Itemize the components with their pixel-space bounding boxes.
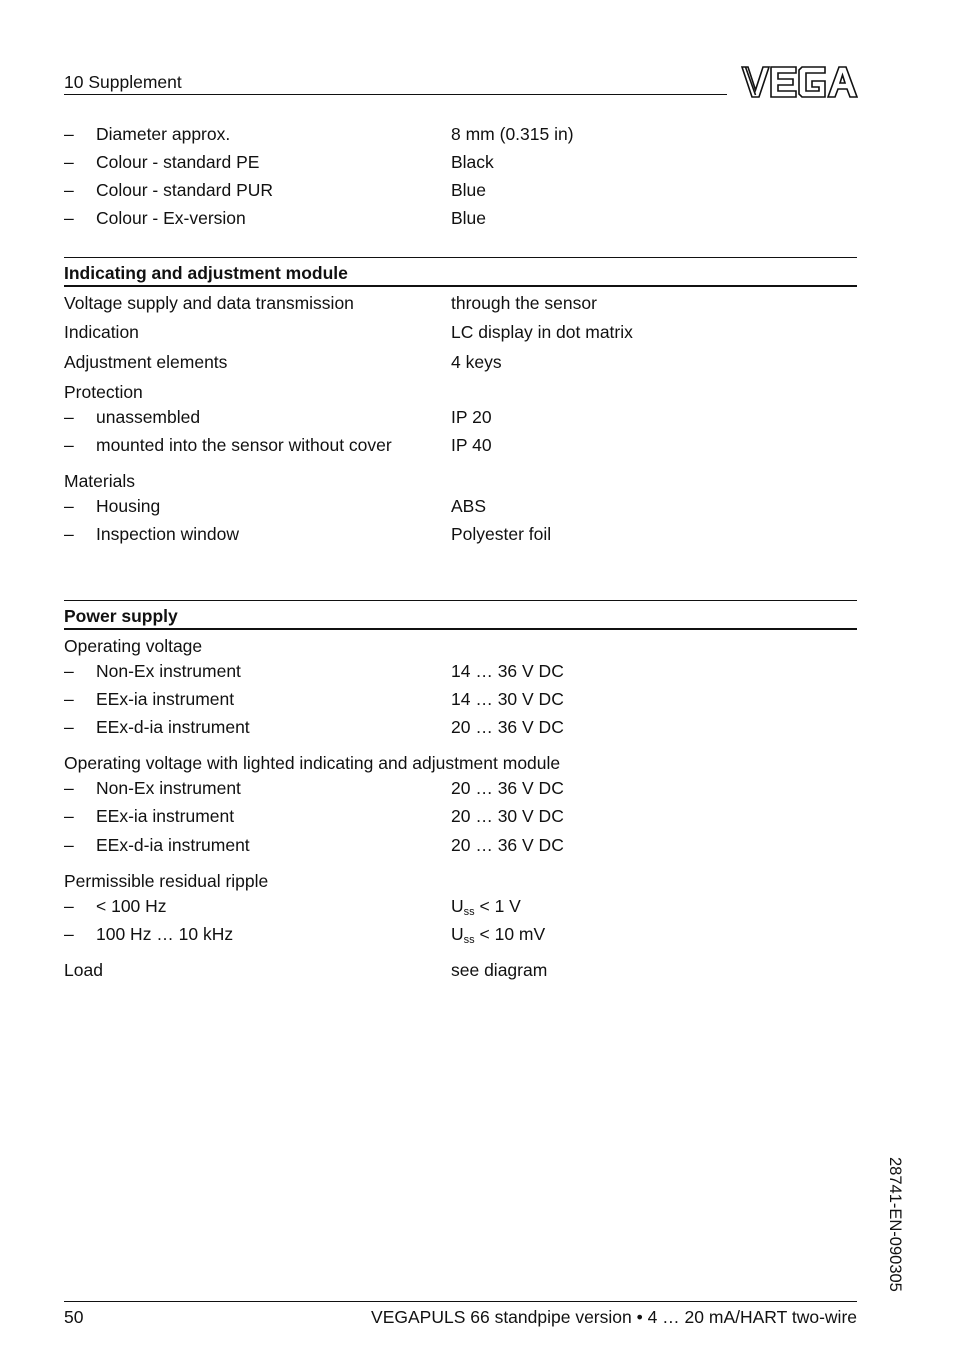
- spec-label: Load: [64, 960, 103, 980]
- spec-value: 20 … 36 V DC: [451, 835, 564, 855]
- list-item: [64, 207, 857, 229]
- spec-value: Blue: [451, 180, 487, 200]
- list-item: [64, 660, 857, 682]
- group-heading: [64, 752, 857, 774]
- spec-label: Permissible residual ripple: [64, 871, 269, 891]
- spec-value: 20 … 30 V DC: [451, 806, 564, 826]
- spec-label: Voltage supply and data transmission: [64, 293, 354, 313]
- spec-value: ABS: [451, 496, 487, 516]
- dash-bullet: –: [64, 689, 74, 709]
- list-item: [64, 716, 857, 738]
- spec-label: Diameter approx.: [96, 124, 231, 144]
- list-item: [64, 959, 857, 981]
- spec-label: Non-Ex instrument: [96, 661, 241, 681]
- spec-value: see diagram: [451, 960, 548, 980]
- dash-bullet: –: [64, 896, 74, 916]
- dash-bullet: –: [64, 152, 74, 172]
- spec-value: 14 … 36 V DC: [451, 661, 564, 681]
- ripple-symbol: U: [451, 896, 464, 916]
- spec-label: Colour - standard PUR: [96, 180, 274, 200]
- spec-label: < 100 Hz: [96, 896, 167, 916]
- dash-bullet: –: [64, 124, 74, 144]
- page-number: 50: [64, 1307, 84, 1327]
- list-item: [64, 292, 857, 314]
- spec-value: [451, 895, 521, 917]
- list-item: [64, 321, 857, 343]
- dash-bullet: –: [64, 661, 74, 681]
- spec-label: unassembled: [96, 407, 201, 427]
- dash-bullet: –: [64, 407, 74, 427]
- section-title-power: Power supply: [64, 606, 178, 626]
- spec-label: EEx-ia instrument: [96, 689, 235, 709]
- dash-bullet: –: [64, 496, 74, 516]
- spec-label: 100 Hz … 10 kHz: [96, 924, 234, 944]
- spec-value: 14 … 30 V DC: [451, 689, 564, 709]
- spec-value: IP 40: [451, 435, 492, 455]
- list-item: [64, 834, 857, 856]
- document-code: 28741-EN-090305: [886, 1157, 904, 1292]
- group-heading: [64, 635, 857, 657]
- spec-label: Non-Ex instrument: [96, 778, 241, 798]
- spec-value: 20 … 36 V DC: [451, 717, 564, 737]
- section-bottom-rule: [64, 628, 857, 630]
- spec-label: EEx-d-ia instrument: [96, 835, 250, 855]
- dash-bullet: –: [64, 835, 74, 855]
- list-item: [64, 495, 857, 517]
- list-item: [64, 123, 857, 145]
- spec-label: EEx-d-ia instrument: [96, 717, 250, 737]
- spec-label: Materials: [64, 471, 135, 491]
- spec-label: Colour - Ex-version: [96, 208, 246, 228]
- ripple-limit: < 1 V: [474, 896, 521, 916]
- header-section: 10 Supplement: [64, 72, 182, 92]
- list-item: [64, 406, 857, 428]
- spec-label: Protection: [64, 382, 143, 402]
- dash-bullet: –: [64, 778, 74, 798]
- group-heading: [64, 870, 857, 892]
- spec-value: Polyester foil: [451, 524, 552, 544]
- header-rule: [64, 94, 727, 95]
- spec-value: 20 … 36 V DC: [451, 778, 564, 798]
- footer-rule: [64, 1301, 857, 1302]
- spec-label: Housing: [96, 496, 161, 516]
- footer-title: VEGAPULS 66 standpipe version • 4 … 20 mA/HART two-wire: [371, 1307, 857, 1327]
- dash-bullet: –: [64, 435, 74, 455]
- spec-value: through the sensor: [451, 293, 597, 313]
- group-heading: [64, 381, 857, 403]
- section-bottom-rule: [64, 285, 857, 287]
- list-item: [64, 777, 857, 799]
- spec-label: Operating voltage with lighted indicating and adjustment module: [64, 753, 561, 773]
- list-item: [64, 688, 857, 710]
- list-item: [64, 923, 857, 945]
- spec-label: Colour - standard PE: [96, 152, 260, 172]
- dash-bullet: –: [64, 180, 74, 200]
- ripple-subscript: ss: [463, 906, 475, 918]
- list-item: [64, 805, 857, 827]
- ripple-symbol: U: [451, 924, 464, 944]
- list-item: [64, 523, 857, 545]
- spec-label: Inspection window: [96, 524, 239, 544]
- spec-label: Operating voltage: [64, 636, 203, 656]
- list-item: [64, 151, 857, 173]
- spec-label: EEx-ia instrument: [96, 806, 235, 826]
- spec-label: Adjustment elements: [64, 352, 228, 372]
- list-item: [64, 895, 857, 917]
- section-title-indicating: Indicating and adjustment module: [64, 263, 348, 283]
- list-item: [64, 434, 857, 456]
- section-top-rule: [64, 600, 857, 601]
- ripple-limit: < 10 mV: [474, 924, 546, 944]
- spec-value: [451, 923, 545, 945]
- spec-value: LC display in dot matrix: [451, 322, 633, 342]
- list-item: [64, 179, 857, 201]
- spec-value: Blue: [451, 208, 487, 228]
- section-top-rule: [64, 257, 857, 258]
- spec-label: mounted into the sensor without cover: [96, 435, 392, 455]
- dash-bullet: –: [64, 924, 74, 944]
- dash-bullet: –: [64, 717, 74, 737]
- spec-value: Black: [451, 152, 494, 172]
- dash-bullet: –: [64, 806, 74, 826]
- spec-label: Indication: [64, 322, 139, 342]
- vega-logo: [740, 64, 858, 100]
- spec-value: 4 keys: [451, 352, 502, 372]
- dash-bullet: –: [64, 524, 74, 544]
- spec-value: IP 20: [451, 407, 492, 427]
- dash-bullet: –: [64, 208, 74, 228]
- group-heading: [64, 470, 857, 492]
- spec-value: 8 mm (0.315 in): [451, 124, 574, 144]
- list-item: [64, 351, 857, 373]
- ripple-subscript: ss: [463, 934, 475, 946]
